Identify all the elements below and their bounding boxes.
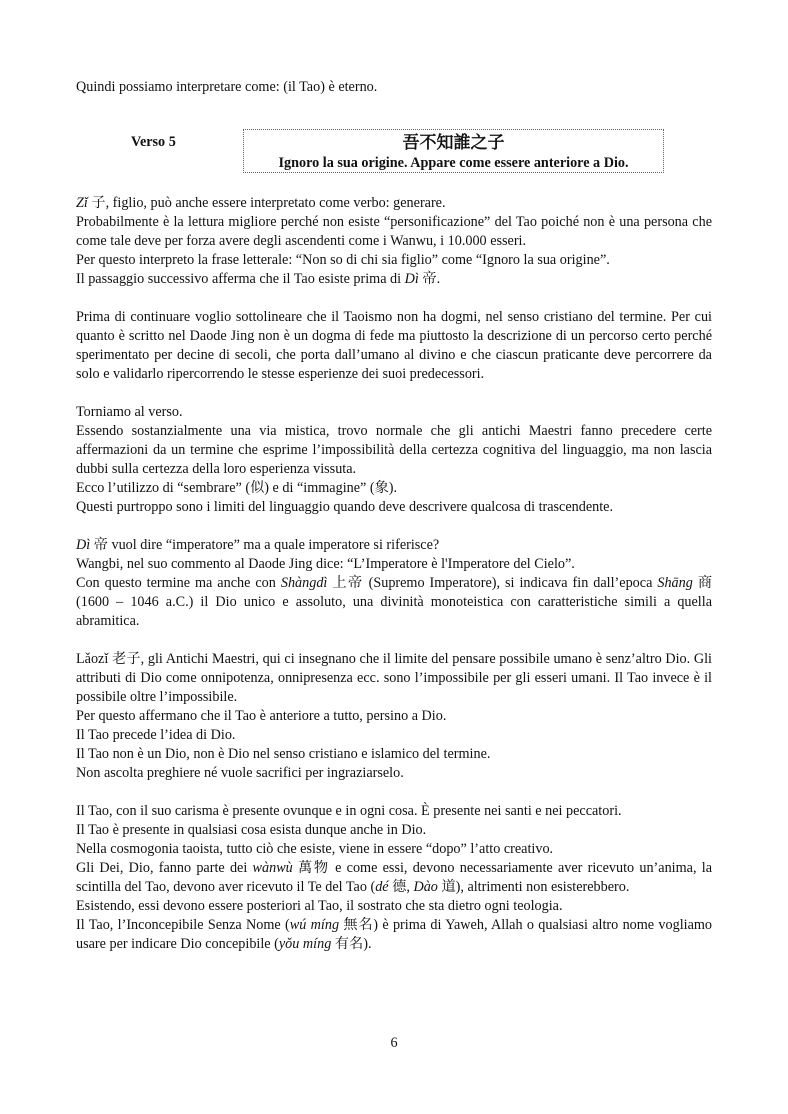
paragraph: Ecco l’utilizzo di “sembrare” (似) e di “immagine” (象). xyxy=(76,480,398,496)
body-text xyxy=(76,194,712,954)
paragraph: Il Tao, l’Inconcepibile Senza Nome (wú míng 無名) è prima di Yaweh, Allah o qualsiasi altro nome vogliamo usare per indicare Dio concepibile (yǒu míng 有名). xyxy=(76,917,713,952)
verse-box xyxy=(243,129,664,173)
paragraph: Esistendo, essi devono essere posteriori al Tao, il sostrato che sta dietro ogni teologia. xyxy=(76,898,563,914)
paragraph: Il passaggio successivo afferma che il Tao esiste prima di Dì 帝. xyxy=(76,271,441,287)
paragraph: Per questo interpreto la frase letterale: “Non so di chi sia figlio” come “Ignoro la sua origine”. xyxy=(76,252,610,268)
pinyin-term: wànwù xyxy=(252,860,293,876)
paragraph: Nella cosmogonia taoista, tutto ciò che esiste, viene in essere “dopo” l’atto creativo. xyxy=(76,841,554,857)
paragraph: Dì 帝 vuol dire “imperatore” ma a quale imperatore si riferisce? xyxy=(76,537,440,553)
paragraph: Il Tao non è un Dio, non è Dio nel senso cristiano e islamico del termine. xyxy=(76,746,491,762)
intro-line xyxy=(76,78,712,97)
pinyin-term: Dào xyxy=(413,879,438,895)
intro-text: Quindi possiamo interpretare come: (il Tao) è eterno. xyxy=(76,79,378,95)
pinyin-term: dé xyxy=(375,879,389,895)
page-number: 6 xyxy=(390,1035,398,1051)
paragraph: Prima di continuare voglio sottolineare che il Taoismo non ha dogmi, nel senso cristiano del termine. Per cui quanto è scritto nel Daode Jing non è un dogma di fede ma piuttosto la descrizione di un percorso certo perché sperimentato per decine di secoli, che porta dall’umano al divino e che ciascun praticante deve percorrere da solo e validarlo ripercorrendo le stesse esperienze dei suoi predecessori. xyxy=(76,309,712,382)
paragraph: Non ascolta preghiere né vuole sacrifici per ingraziarselo. xyxy=(76,765,404,781)
pinyin-term: Zǐ xyxy=(76,195,88,211)
pinyin-term: wú míng xyxy=(289,917,340,933)
verse-label: Verso 5 xyxy=(131,134,176,150)
paragraph: Lǎozǐ 老子, gli Antichi Maestri, qui ci insegnano che il limite del pensare possibile umano è senz’altro Dio. Gli attributi di Dio come onnipotenza, onnipresenza ecc. sono l’impossibile per gli esseri umani. Il Tao invece è il possibile oltre l’impossibile. xyxy=(76,651,712,705)
paragraph: Con questo termine ma anche con Shàngdì 上帝 (Supremo Imperatore), si indicava fin dall’epoca Shāng 商 (1600 – 1046 a.C.) il Dio unico e assoluto, una divinità monoteistica con caratteristiche simili a quella abramitica. xyxy=(76,575,713,629)
paragraph: Per questo affermano che il Tao è anteriore a tutto, persino a Dio. xyxy=(76,708,447,724)
paragraph: Il Tao, con il suo carisma è presente ovunque e in ogni cosa. È presente nei santi e nei peccatori. xyxy=(76,803,622,819)
pinyin-term: Dì xyxy=(76,537,91,553)
paragraph: Essendo sostanzialmente una via mistica, trovo normale che gli antichi Maestri fanno precedere certe affermazioni da un termine che esprime l’impossibilità della certezza cognitiva del linguaggio, ma non lascia dubbi sulla certezza della loro esperienza vissuta. xyxy=(76,423,712,477)
paragraph: Zǐ 子, figlio, può anche essere interpretato come verbo: generare. xyxy=(76,195,446,211)
pinyin-term: yǒu míng xyxy=(278,936,332,952)
pinyin-term: Shāng xyxy=(657,575,693,591)
paragraph: Gli Dei, Dio, fanno parte dei wànwù 萬物 e come essi, devono necessariamente aver ricevuto un’anima, la scintilla del Tao, devono aver ricevuto il Te del Tao (dé 德, Dào 道), altrimenti non esisterebbero. xyxy=(76,860,712,895)
paragraph: Il Tao precede l’idea di Dio. xyxy=(76,727,236,743)
verse-chinese: 吾不知誰之子 xyxy=(402,133,505,153)
paragraph: Il Tao è presente in qualsiasi cosa esista dunque anche in Dio. xyxy=(76,822,427,838)
pinyin-term: Dì xyxy=(404,271,419,287)
verse-translation: Ignoro la sua origine. Appare come essere anteriore a Dio. xyxy=(278,155,629,171)
paragraph: Probabilmente è la lettura migliore perché non esiste “personificazione” del Tao poiché non è una persona che come tale deve per forza avere degli ascendenti come i Wanwu, i 10.000 esseri. xyxy=(76,214,712,249)
pinyin-term: Shàngdì xyxy=(280,575,328,591)
paragraph: Wangbi, nel suo commento al Daode Jing dice: “L’Imperatore è l'Imperatore del Cielo”. xyxy=(76,556,575,572)
paragraph: Questi purtroppo sono i limiti del linguaggio quando deve descrivere qualcosa di trascendente. xyxy=(76,499,614,515)
paragraph: Torniamo al verso. xyxy=(76,404,183,420)
